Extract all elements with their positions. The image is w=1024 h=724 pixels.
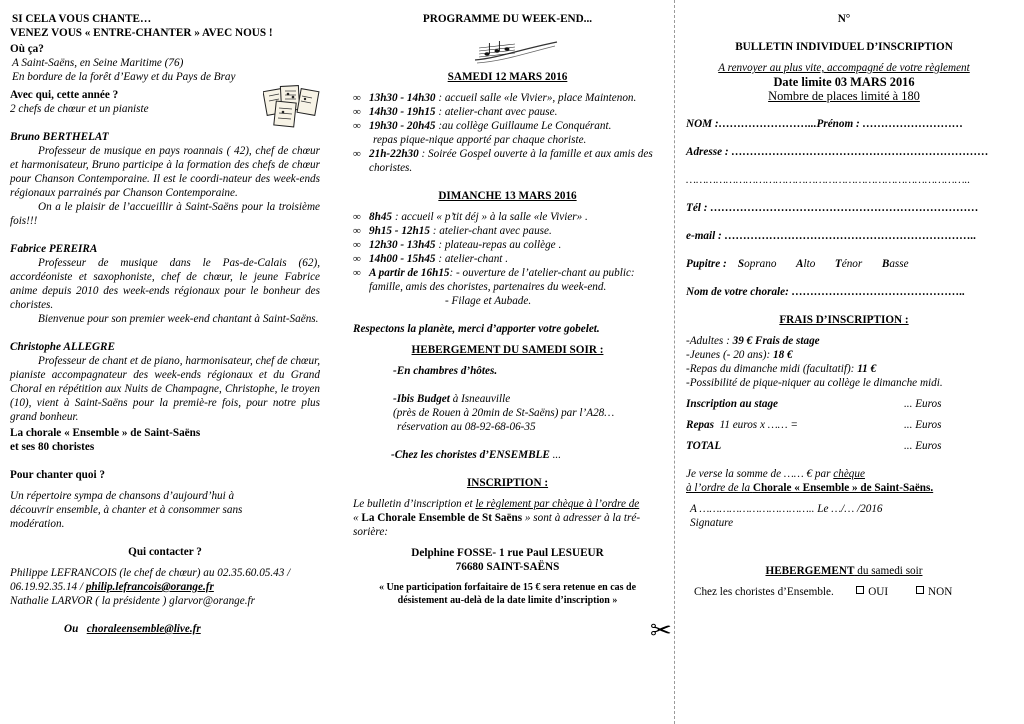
where-line-1: A Saint-Saëns, en Seine Maritime (76): [12, 57, 184, 69]
chorale-line-1: La chorale « Ensemble » de Saint-Saëns: [10, 427, 201, 439]
total-row: [686, 439, 1002, 453]
where-line-2: En bordure de la forêt d’Eawy et du Pays de Bray: [12, 71, 236, 83]
contact-email-link[interactable]: philip.lefrancois@orange.fr: [85, 581, 214, 593]
alt-contact-label: Ou: [64, 623, 79, 635]
bullet-icon: ∞: [353, 253, 361, 265]
phone-field[interactable]: Tél : ………………………………………………………………: [686, 202, 979, 214]
music-notes-icon: [473, 40, 559, 66]
name-field[interactable]: NOM :……………………...Prénom : ………………………: [686, 118, 964, 130]
fee-picnic: -Possibilité de pique-niquer au collège le dimanche midi.: [686, 377, 943, 389]
alt-contact: [10, 622, 320, 636]
lodging-form-title: HEBERGEMENT du samedi soir: [765, 565, 923, 577]
contact-line-1: [10, 566, 320, 594]
planet-notice: Respectons la planète, merci d’apporter votre gobelet.: [353, 323, 600, 335]
bullet-icon: ∞: [353, 239, 361, 251]
saturday-item: ∞ 19h30 - 20h45 :au collège Guillaume Le Conquérant. repas pique-nique apporté par chaque choriste.: [353, 120, 612, 146]
person-2-text: Professeur de musique dans le Pas-de-Calais (62), accordéoniste et saxophoniste, chef de chœur, le jeune Fabrice anime depuis 2010 des week-ends régionaux pour le bonheur des choristes.: [10, 257, 320, 311]
contact-phone: Philippe LEFRANCOIS (le chef de chœur) au 02.35.60.05.43 / 06.19.92.35.14 /: [10, 567, 291, 593]
total-amount-field[interactable]: ... Euros: [904, 440, 942, 452]
sunday-item: ∞ 12h30 - 13h45 : plateau-repas au collège .: [353, 239, 562, 251]
voice-part-label: Pupitre :: [686, 258, 727, 270]
scissors-icon: ✂: [650, 616, 672, 645]
person-1-text: Professeur de musique en pays roannais ( 42), chef de chœur et harmonisateur, Bruno participe à la formation des chefs de chœur pour Chanson Contemporaine. Il est le coordi-nateur des week-ends régionaux parrainés par Chanson Contemporaine.: [10, 145, 320, 199]
headline-2: VENEZ VOUS « ENTRE-CHANTER » AVEC NOUS !: [10, 27, 273, 39]
contact-line-2: Nathalie LARVOR ( la présidente ) glarvor@orange.fr: [10, 595, 255, 607]
fee-youth: -Jeunes (- 20 ans): 18 €: [686, 349, 793, 361]
fee-adults: -Adultes : 39 € Frais de stage: [686, 335, 820, 347]
voice-tenor[interactable]: Ténor: [834, 258, 863, 270]
lodging-title: HEBERGEMENT DU SAMEDI SOIR :: [411, 344, 604, 356]
form-number: N°: [837, 13, 851, 25]
sunday-item: ∞ 14h00 - 15h45 : atelier-chant .: [353, 253, 508, 265]
lodging-option-2-phone: réservation au 08-92-68-06-35: [397, 421, 536, 433]
lodging-option-1: -En chambres d’hôtes.: [393, 365, 498, 377]
address-field[interactable]: Adresse : ……………………………………………………………: [686, 146, 989, 158]
registration-text: Le bulletin d’inscription et le règlement par chèque à l’ordre de « La Chorale Ensemble de St Saëns » sont à adresser à la tré-sorière:: [353, 498, 641, 538]
sunday-item: ∞ 9h15 - 12h15 : atelier-chant avec pause.: [353, 225, 552, 237]
right-column: [680, 0, 1024, 724]
email-field[interactable]: e-mail : …………………………………………………………..: [686, 230, 977, 242]
meal-row: [686, 418, 1002, 432]
with-who-question: Avec qui, cette année ?: [10, 89, 119, 101]
voice-bass[interactable]: Basse: [881, 258, 909, 270]
bullet-icon: ∞: [353, 148, 361, 160]
signature-place-date[interactable]: A …………………………….. Le …/… /2016: [690, 503, 883, 515]
where-question: Où ça?: [10, 43, 44, 55]
person-3-text: Professeur de chant et de piano, harmonisateur, chef de chœur, pianiste accompagnateur des week-ends régionaux et du Grand Choral en répétition aux Nuits de Champagne, Christophe, le troyen (10), vient à Saint-Saëns pour la premiè-re fois, pour notre plus grand bonheur.: [10, 355, 320, 423]
yes-checkbox[interactable]: [856, 586, 864, 594]
sunday-item: ∞ 8h45 : accueil « p’tit déj » à la salle «le Vivier» .: [353, 211, 588, 223]
fee-meal: -Repas du dimanche midi (facultatif): 11 €: [686, 363, 877, 375]
what-answer: Un répertoire sympa de chansons d’aujourd’hui à découvrir ensemble, à chanter et à consommer sans modération.: [10, 490, 243, 530]
signature-label: Signature: [690, 517, 734, 529]
bullet-icon: ∞: [353, 267, 361, 279]
chorale-name-field[interactable]: Nom de votre chorale: ………………………………………..: [686, 286, 966, 298]
saturday-item: ∞ 21h-22h30 : Soirée Gospel ouverte à la famille et aux amis des choristes.: [353, 148, 653, 174]
person-2-name: Fabrice PEREIRA: [10, 243, 98, 255]
sunday-title: DIMANCHE 13 MARS 2016: [438, 190, 577, 202]
meal-label: Repas 11 euros x …… =: [686, 419, 798, 431]
program-title: PROGRAMME DU WEEK-END...: [422, 13, 593, 25]
voice-alto[interactable]: Alto: [796, 258, 816, 270]
no-checkbox[interactable]: [916, 586, 924, 594]
treasurer-address-2: 76680 SAINT-SAËNS: [455, 561, 560, 573]
form-title: BULLETIN INDIVIDUEL D’INSCRIPTION: [735, 41, 953, 53]
bullet-icon: ∞: [353, 120, 361, 132]
total-label: TOTAL: [686, 440, 722, 452]
sunday-item: ∞ A partir de 16h15: - ouverture de l’atelier-chant au public: famille, amis des choristes, partenaires du week-end. - Filage et Aubade.: [353, 267, 635, 307]
saturday-schedule: [353, 91, 662, 175]
yes-option[interactable]: OUI: [856, 586, 888, 598]
lodging-question: Chez les choristes d’Ensemble.: [694, 586, 834, 598]
fees-title: FRAIS D’INSCRIPTION :: [779, 314, 909, 326]
meal-amount-field[interactable]: ... Euros: [904, 419, 942, 431]
stage-label: Inscription au stage: [686, 398, 779, 410]
stage-row: [686, 397, 1002, 411]
person-3-name: Christophe ALLEGRE: [10, 341, 115, 353]
lodging-option-3: -Chez les choristes d’ENSEMBLE ...: [391, 449, 562, 461]
stage-amount-field[interactable]: ... Euros: [904, 398, 942, 410]
bullet-icon: ∞: [353, 92, 361, 104]
cancellation-note: « Une participation forfaitaire de 15 € sera retenue en cas de désistement au-delà de la date limite d’inscription »: [378, 582, 637, 606]
lodging-question-row: [686, 585, 1002, 599]
no-option[interactable]: NON: [916, 586, 952, 598]
registration-title: INSCRIPTION :: [466, 477, 549, 489]
seat-limit: Nombre de places limité à 180: [768, 89, 920, 103]
voice-soprano[interactable]: Soprano: [737, 258, 777, 270]
voice-part-row: [686, 257, 1002, 271]
with-who-answer: 2 chefs de chœur et un pianiste: [10, 103, 149, 115]
sheet-music-icon: [263, 84, 323, 128]
lodging-option-2: -Ibis Budget à Isneauville: [393, 393, 511, 405]
saturday-item: ∞ 14h30 - 19h15 : atelier-chant avec pause.: [353, 106, 558, 118]
bullet-icon: ∞: [353, 106, 361, 118]
bullet-icon: ∞: [353, 225, 361, 237]
person-1-text-2: On a le plaisir de l’accueillir à Saint-Saëns pour la troisième fois!!!: [10, 201, 320, 227]
person-2-text-2: Bienvenue pour son premier week-end chantant à Saint-Saëns.: [38, 313, 319, 325]
saturday-item: ∞ 13h30 - 14h30 : accueil salle «le Vivier», place Maintenon.: [353, 92, 637, 104]
headline-1: SI CELA VOUS CHANTE…: [12, 13, 152, 25]
treasurer-address-1: Delphine FOSSE- 1 rue Paul LESUEUR: [411, 547, 604, 559]
what-question: Pour chanter quoi ?: [10, 469, 106, 481]
sunday-schedule: [353, 210, 662, 308]
lodging-option-2-detail: (près de Rouen à 20min de St-Saëns) par l’A28…: [393, 407, 615, 419]
payment-line-2: à l’ordre de la Chorale « Ensemble » de Saint-Saëns.: [686, 482, 934, 494]
deadline: Date limite 03 MARS 2016: [773, 75, 915, 89]
person-1-name: Bruno BERTHELAT: [10, 131, 109, 143]
fold-line: [674, 0, 675, 724]
address-field-2[interactable]: …………………………………………………………………………..: [686, 174, 971, 186]
saturday-title: SAMEDI 12 MARS 2016: [447, 71, 568, 83]
payment-line-1: Je verse la somme de …… € par chèque: [686, 468, 865, 480]
chorale-line-2: et ses 80 choristes: [10, 441, 95, 453]
bullet-icon: ∞: [353, 211, 361, 223]
middle-column: [345, 0, 670, 724]
alt-contact-email-link[interactable]: choraleensemble@live.fr: [86, 623, 201, 635]
contact-question: Qui contacter ?: [128, 546, 202, 558]
return-instructions: A renvoyer au plus vite, accompagné de votre règlement: [718, 62, 970, 74]
